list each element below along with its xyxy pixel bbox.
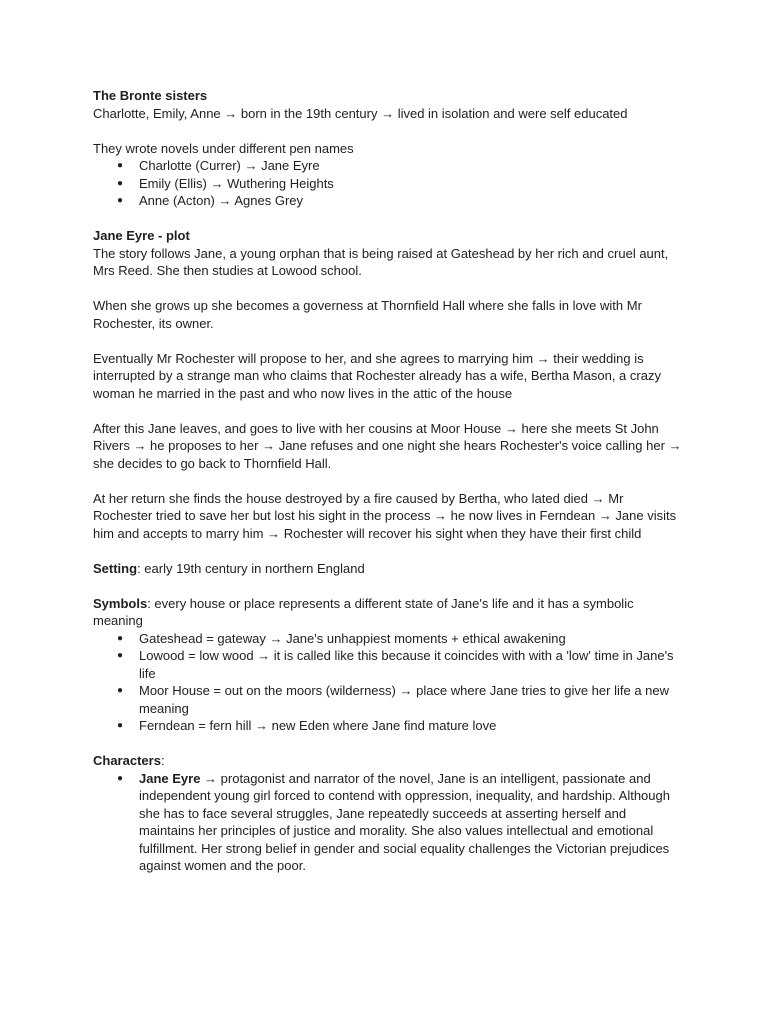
spacer bbox=[93, 210, 683, 228]
spacer bbox=[93, 122, 683, 140]
list-item: ● Lowood = low wood → it is called like this because it coincides with with a 'low' time in Jane's life bbox=[117, 648, 674, 681]
spacer bbox=[93, 280, 683, 298]
list-item: ● Emily (Ellis) → Wuthering Heights bbox=[117, 175, 334, 191]
bullet-icon: ● bbox=[117, 772, 124, 784]
bullet-icon: ● bbox=[117, 177, 124, 189]
plot-paragraph: After this Jane leaves, and goes to live with her cousins at Moor House → here she meets St John Rivers → he proposes to her → Jane refuses and one night she hears Rochester's voice calling her → she decides to go back to Thornfield Hall. bbox=[93, 420, 682, 471]
list-item: ● Gateshead = gateway → Jane's unhappiest moments + ethical awakening bbox=[117, 630, 566, 646]
spacer bbox=[93, 332, 683, 350]
pen-names-list bbox=[93, 157, 683, 210]
bullet-icon: ● bbox=[117, 650, 124, 661]
character-name: Jane Eyre bbox=[139, 770, 201, 786]
section-heading-bronte: The Bronte sisters bbox=[93, 88, 208, 103]
bullet-icon: ● bbox=[117, 720, 124, 731]
bullet-icon: ● bbox=[117, 632, 124, 644]
setting-line bbox=[93, 560, 683, 578]
bullet-icon: ● bbox=[117, 685, 124, 696]
spacer bbox=[93, 542, 683, 560]
plot-paragraph: At her return she finds the house destroyed by a fire caused by Bertha, who lated died → Mr Rochester tried to save her but lost his sight in the process → he now lives in Ferndean → Jane visits him and accepts to marry him → Rochester will recover his sight when they have their first child bbox=[93, 490, 677, 541]
pen-names-intro: They wrote novels under different pen names bbox=[93, 140, 354, 156]
characters-list bbox=[93, 770, 683, 875]
bronte-intro: Charlotte, Emily, Anne → born in the 19th century → lived in isolation and were self educated bbox=[93, 105, 628, 121]
spacer bbox=[93, 735, 683, 753]
plot-paragraph: The story follows Jane, a young orphan that is being raised at Gateshead by her rich and cruel aunt, Mrs Reed. She then studies at Lowood school. bbox=[93, 245, 669, 278]
list-item: ● Anne (Acton) → Agnes Grey bbox=[117, 193, 304, 208]
spacer bbox=[93, 402, 683, 420]
list-item: ● Moor House = out on the moors (wilderness) → place where Jane tries to give her life a new meaning bbox=[117, 683, 670, 716]
section-heading-plot: Jane Eyre - plot bbox=[93, 228, 190, 243]
characters-line: Characters: bbox=[93, 753, 165, 768]
symbols-list bbox=[93, 630, 683, 735]
list-item: ● Charlotte (Currer) → Jane Eyre bbox=[117, 158, 320, 173]
characters-label: Characters bbox=[93, 753, 161, 768]
document-page bbox=[93, 87, 683, 875]
setting-text: : early 19th century in northern England bbox=[137, 560, 365, 576]
symbols-text: : every house or place represents a different state of Jane's life and it has a symbolic meaning bbox=[93, 595, 634, 628]
symbols-line bbox=[93, 595, 683, 630]
list-item bbox=[93, 770, 683, 875]
symbols-label: Symbols bbox=[93, 595, 148, 611]
list-item: ● Ferndean = fern hill → new Eden where Jane find mature love bbox=[117, 718, 497, 733]
bullet-icon: ● bbox=[117, 160, 124, 171]
plot-paragraph: Eventually Mr Rochester will propose to her, and she agrees to marrying him → their wedding is interrupted by a strange man who claims that Rochester already has a wife, Bertha Mason, a crazy woman he married in the past and who now lives in the attic of the house bbox=[93, 350, 661, 401]
spacer bbox=[93, 472, 683, 490]
bullet-icon: ● bbox=[117, 195, 124, 206]
character-description: → protagonist and narrator of the novel, Jane is an intelligent, passionate and independent young girl forced to contend with oppression, inequality, and hardship. Although she has to face several struggles, Jane repeatedly succeeds at asserting herself and maintains her principles of justice and morality. She also values intellectual and emotional fulfillment. Her strong belief in gender and social equality challenges the Victorian prejudices against women and the poor. bbox=[139, 770, 670, 873]
setting-label: Setting bbox=[93, 560, 138, 576]
plot-paragraph: When she grows up she becomes a governess at Thornfield Hall where she falls in love with Mr Rochester, its owner. bbox=[93, 298, 642, 331]
spacer bbox=[93, 577, 683, 595]
